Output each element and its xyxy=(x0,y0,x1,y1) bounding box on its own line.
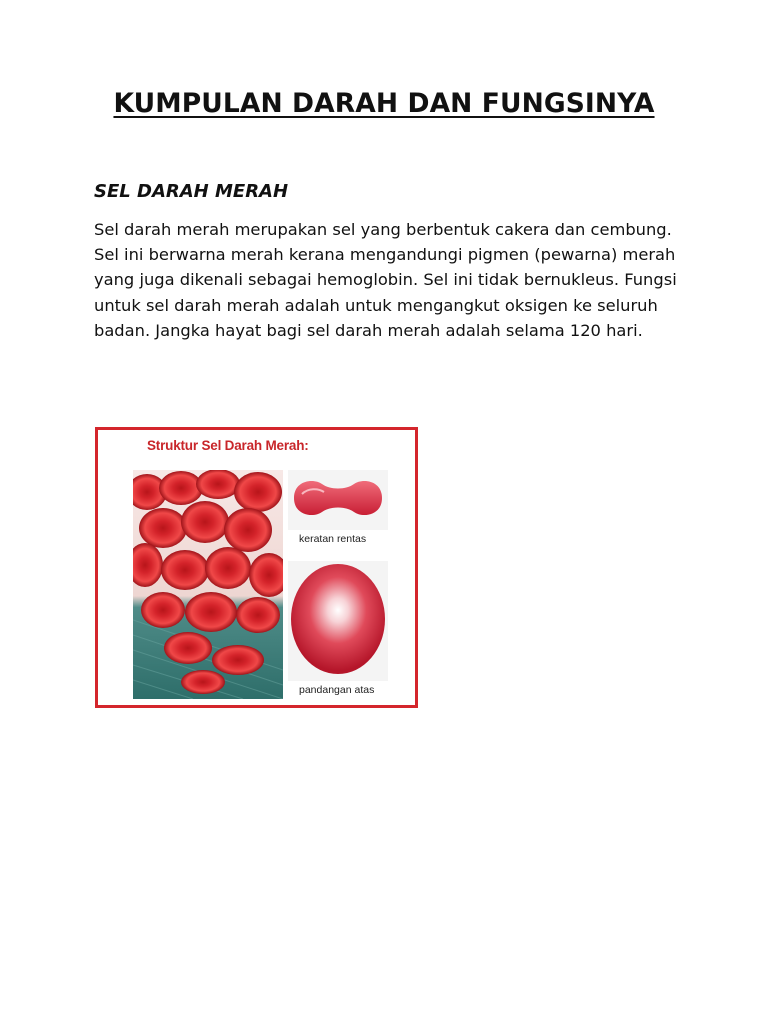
cross-section-label: keratan rentas xyxy=(299,533,367,545)
figure-title: Struktur Sel Darah Merah: xyxy=(147,438,309,453)
red-blood-cell-figure xyxy=(95,427,418,708)
rbc-cross-section-image xyxy=(288,470,388,530)
rbc-micrograph-image xyxy=(133,470,283,699)
body-paragraph: Sel darah merah merupakan sel yang berbentuk cakera dan cembung. Sel ini berwarna merah kerana mengandungi pigmen (pewarna) merah yang juga dikenali sebagai hemoglobin. Sel ini tidak bernukleus. Fungsi untuk sel darah merah adalah untuk mengangkut oksigen ke seluruh badan. Jangka hayat bagi sel darah merah adalah selama 120 hari. xyxy=(94,220,677,340)
section-heading: SEL DARAH MERAH xyxy=(94,181,289,202)
top-view-label: pandangan atas xyxy=(299,684,375,696)
rbc-top-view-image xyxy=(288,561,388,681)
document-title: KUMPULAN DARAH DAN FUNGSINYA xyxy=(113,88,655,119)
